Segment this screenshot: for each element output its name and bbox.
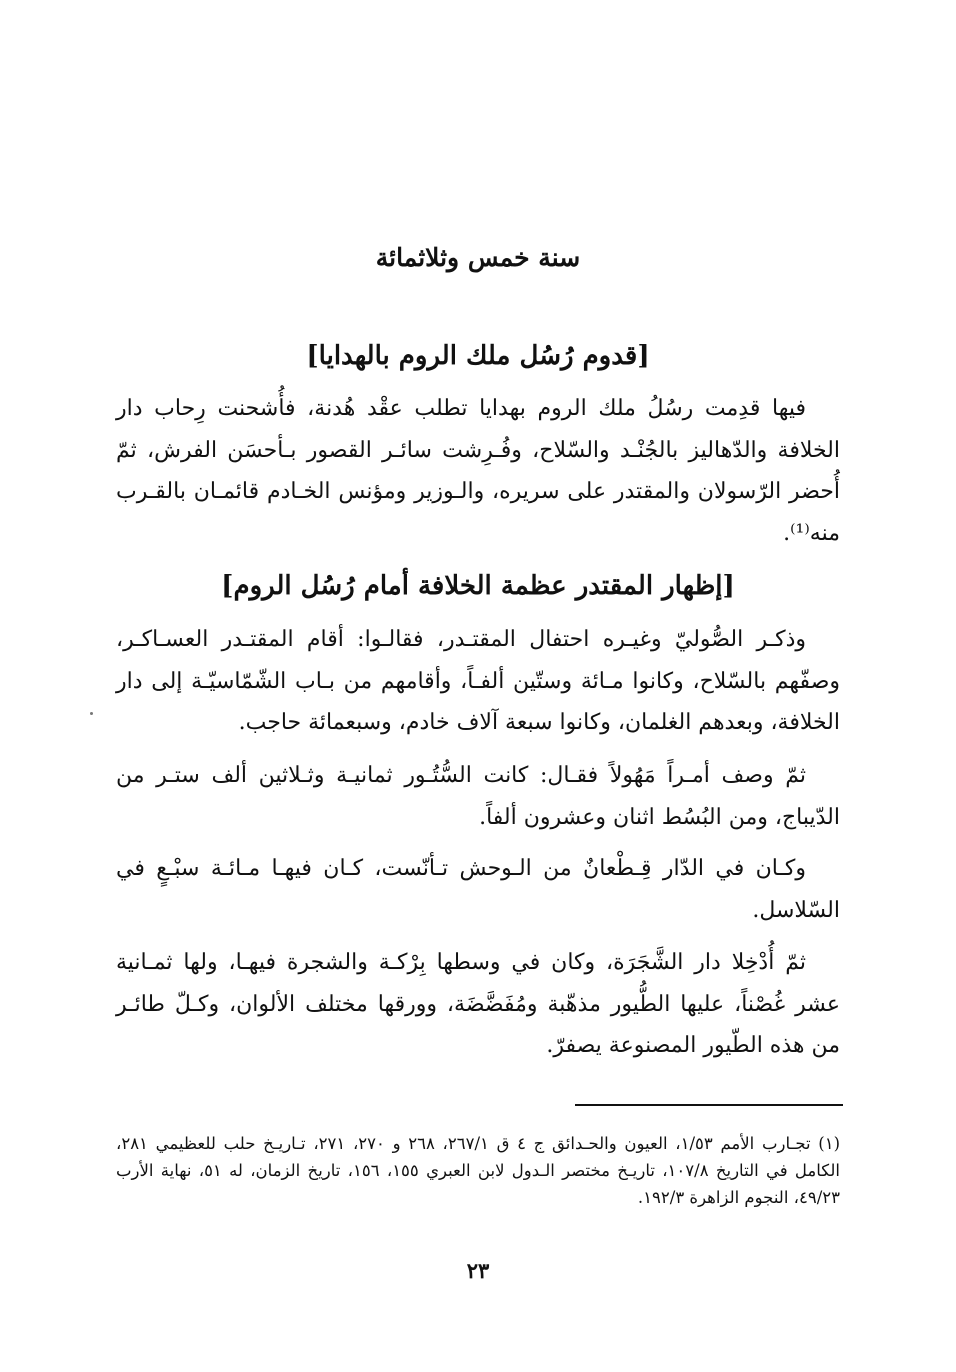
paragraph: وكـان في الدّار قِـطْعانٌ من الـوحش تـأنّست، كـان فيهـا مـائـة سبْـعٍ في السّلاسل.	[116, 856, 840, 923]
paragraph: ثمّ وصف أمـراً مَهُولاً فقـال: كانت السُّتُـور ثمانيـة وثـلاثين ألف ستـر من الدّيباج، ومن البُسُط اثنان وعشرون ألفاً.	[116, 763, 840, 830]
chapter-title: سنة خمس وثلاثمائة	[375, 243, 581, 272]
footnote-separator	[575, 1104, 843, 1106]
section-heading-1: [قدوم رُسُل ملك الروم بالهدايا]	[306, 341, 650, 371]
page-number: ٢٣	[466, 1258, 490, 1283]
paragraph: وذكـر الصُّوليّ وغيـره احتفال المقتـدر، فقالـوا: أقام المقتـدر العسـاكـر، وصفّهم بالسّلاح، وكانوا مـائة وستّين ألفـاً، وأقامهم من بـاب الشّمّاسيّـة إلى دار الخلافة، وبعدهم الغلمان، وكانوا سبعة آلاف خادم، وسبعمائة حاجب.	[116, 627, 840, 735]
footnote: (١) تجـارب الأمم ١/٥٣، العيون والحـدائق ج ٤ ق ٢٦٧/١، ٢٦٨ و ٢٧٠، ٢٧١، تـاريـخ حلب للعظيمي ٢٨١، الكامل في التاريخ ١٠٧/٨، تاريـخ مختصر الـدول لابن العبري ١٥٥، ١٥٦، تاريخ الزمان، له ٥١، نهاية الأرب ٤٩/٢٣، النجوم الزاهرة ١٩٢/٣.	[116, 1134, 841, 1207]
margin-dot	[90, 712, 93, 715]
paragraph: فيها قدِمت رسُلُ ملك الروم بهدايا تطلب عقْد هُدنة، فأُشحنت رِحاب دار الخلافة والدّهاليز بالجُنْـد والسّلاح، وفُـرِشت سائـر القصور بـأحسَن الفرش، ثمّ أُحضر الرّسولان والمقتدر على سريره، والـوزير ومؤنس الخـادم قائمـان بالقـرب منه⁽¹⁾.	[116, 396, 840, 546]
section-heading-2: [إظهار المقتدر عظمة الخلافة أمام رُسُل الروم]	[221, 571, 735, 601]
paragraph: ثمّ أُدْخِلا دار الشَّجَرَة، وكان في وسطها بِرْكـة والشجرة فيهـا، ولها ثمـانية عشر غُصْناً، عليها الطُّيور مذهّبة ومُفَضَّضَة، وورقها مختلف الألوان، وكـلّ طائـر من هذه الطّيور المصنوعة يصفرّ.	[116, 950, 840, 1058]
